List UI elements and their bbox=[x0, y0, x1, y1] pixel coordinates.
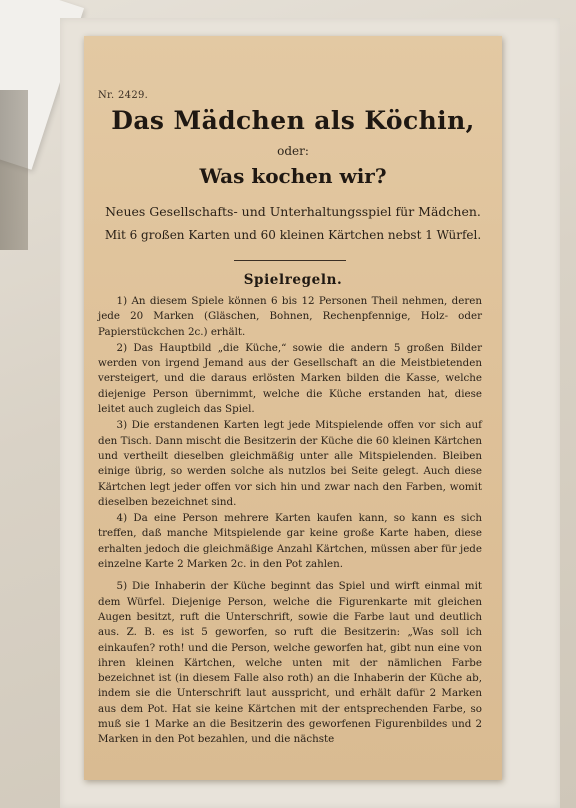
divider-rule bbox=[234, 260, 346, 261]
game-contents: Mit 6 großen Karten und 60 kleinen Kärtchen nebst 1 Würfel. bbox=[104, 228, 482, 242]
document-subtitle: Was kochen wir? bbox=[199, 164, 387, 188]
background-dark-strip bbox=[0, 90, 28, 250]
document-number: Nr. 2429. bbox=[98, 90, 149, 101]
rules-heading: Spielregeln. bbox=[243, 272, 343, 288]
rule-paragraph-4: 4) Da eine Person mehrere Karten kaufen kann, so kann es sich treffen, daß manche Mitspielende gar keine große Karte haben, diese erhalten jedoch die gleichmäßige Anzahl Kärtchen, müssen aber für jede einzelne Karte 2 Marken 2c. in den Pot zahlen. bbox=[98, 512, 482, 571]
document-title: Das Mädchen als Köchin, bbox=[111, 106, 475, 135]
rules-body bbox=[98, 294, 482, 749]
game-description: Neues Gesellschafts- und Unterhaltungsspiel für Mädchen. bbox=[105, 204, 481, 219]
title-connector: oder: bbox=[277, 144, 309, 158]
rule-paragraph-2: 2) Das Hauptbild „die Küche,“ sowie die andern 5 großen Bilder werden von irgend Jemand aus der Gesellschaft an die Meistbietenden versteigert, und die daraus erlösten Marken bilden die Kasse, welche diejenige Person übernimmt, welche die Küche erstanden hat, diese leitet auch zugleich das Spiel. bbox=[98, 341, 482, 416]
rule-paragraph-5: 5) Die Inhaberin der Küche beginnt das Spiel und wirft einmal mit dem Würfel. Diejenige Person, welche die Figurenkarte mit gleichen Augen besitzt, ruft die Unterschrift, sowie die Farbe laut und deutlich aus. Z. B. es ist 5 geworfen, so ruft die Besitzerin: „Was soll ich einkaufen? roth! und die Person, welche geworfen hat, gibt nun eine von ihren kleinen Kärtchen, welche unten mit der nämlichen Farbe bezeichnet ist (in diesem Falle also roth) an die Inhaberin der Küche ab, indem sie die Unterschrift laut ausspricht, und erhält dafür 2 Marken aus dem Pot. Hat sie keine Kärtchen mit der entsprechenden Farbe, so muß sie 1 Marke an die Besitzerin des geworfenen Figurenbildes und 2 Marken in den Pot bezahlen, und die nächste bbox=[98, 580, 482, 746]
rule-paragraph-3: 3) Die erstandenen Karten legt jede Mitspielende offen vor sich auf den Tisch. Dann mischt die Besitzerin der Küche die 60 kleinen Kärtchen und vertheilt dieselben gleichmäßig unter alle Mitspielenden. Bleiben einige übrig, so werden solche als nutzlos bei Seite gelegt. Auch diese Kärtchen legt jeder offen vor sich hin und zwar nach den Farben, womit dieselben bezeichnet sind. bbox=[98, 419, 482, 508]
game-rules-sheet bbox=[84, 36, 502, 780]
rule-paragraph-1: 1) An diesem Spiele können 6 bis 12 Personen Theil nehmen, deren jede 20 Marken (Gläschen, Bohnen, Rechenpfennige, Holz- oder Papierstückchen 2c.) erhält. bbox=[98, 295, 482, 338]
